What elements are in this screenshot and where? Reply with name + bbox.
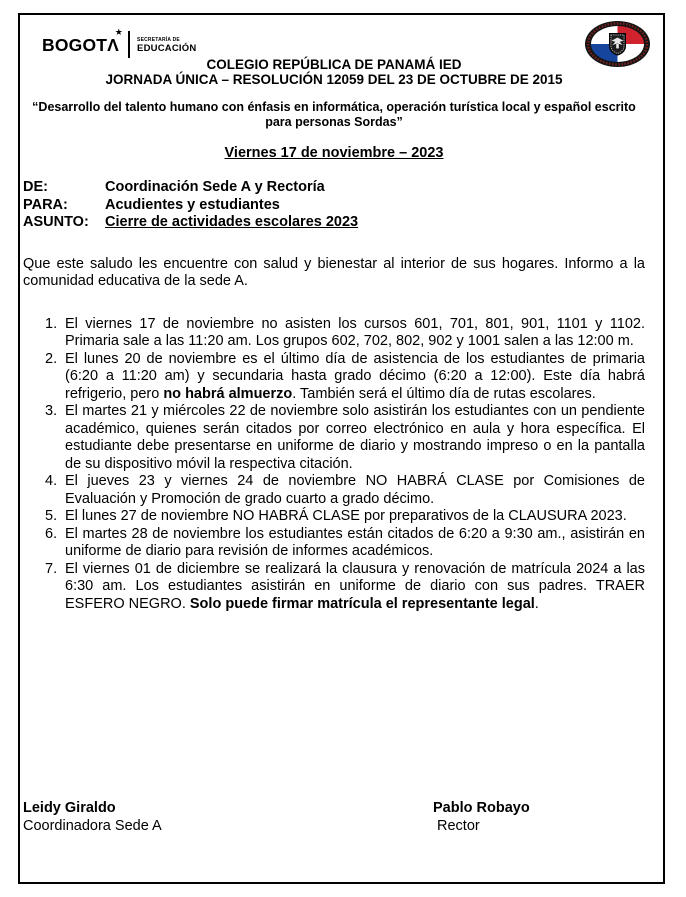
signature-left <box>23 800 645 835</box>
bogota-wordmark <box>42 26 124 55</box>
memo-row <box>23 179 645 197</box>
memo-label: PARA: <box>23 196 68 213</box>
list-item-number: 3. <box>45 403 58 419</box>
list-item <box>23 526 645 561</box>
list-item <box>23 403 645 473</box>
page-border <box>18 13 665 884</box>
list-item-text: El viernes 17 de noviembre no asisten los cursos 601, 701, 801, 901, 1101 y 1102. Primaria sale a las 11:20 am. Los grupos 602, 702, 802, 902 y 1001 salen a las 12:00 m. <box>65 315 645 349</box>
memo-value: Cierre de actividades escolares 2023 <box>105 214 359 230</box>
list-item-number: 5. <box>45 508 58 524</box>
list-item-number: 7. <box>45 560 58 577</box>
document-date: Viernes 17 de noviembre – 2023 <box>224 145 444 161</box>
date-line-wrap <box>23 145 645 162</box>
signatures <box>23 800 645 835</box>
list-item-text: El viernes 01 de diciembre se realizará la clausura y renovación de matrícula 2024 a las 6:30 am. Los estudiantes asistirán en uniforme de diario con sus padres. TRAER ESFERO NEGRO. Solo puede firmar matrícula el representante legal. <box>65 560 645 612</box>
school-motto: “Desarrollo del talento humano con énfasis en informática, operación turística local y español escrito para personas Sordas” <box>32 100 636 129</box>
memo-fields <box>23 179 645 232</box>
school-name: COLEGIO REPÚBLICA DE PANAMÁ IED <box>206 57 462 72</box>
list-item-text: El martes 28 de noviembre los estudiantes están citados de 6:20 a 9:30 am., asistirán en uniforme de diario para revisión de informes académicos. <box>65 525 645 559</box>
signature-title-right: Rector <box>437 817 480 834</box>
list-item-number: 6. <box>45 525 58 542</box>
list-item-text: El martes 21 y miércoles 22 de noviembre solo asistirán los estudiantes con un pendiente académico, quienes serán citados por correo electrónico en aula y hora específica. El estudiante debe presentarse en uniforme de diario y mostrando impreso o en la pantalla de su dispositivo móvil la respectiva citación. <box>65 403 645 472</box>
memo-label: DE: <box>23 179 48 195</box>
bogota-a-glyph <box>107 26 124 55</box>
list-item <box>23 561 645 614</box>
memo-row <box>23 214 645 232</box>
secretaria-de-text: SECRETARÍA DE <box>137 37 180 43</box>
memo-value: Acudientes y estudiantes <box>105 196 280 213</box>
notice-list <box>23 316 645 614</box>
list-item-text: El lunes 20 de noviembre es el último día de asistencia de los estudiantes de primaria (6:20 a 11:20 am) y secundaria hasta grado décimo (6:20 a 12:00). Este día habrá refrigerio, pero no habrá almuerzo. También será el último día de rutas escolares. <box>65 350 645 402</box>
memo-row <box>23 197 645 215</box>
memo-label: ASUNTO: <box>23 214 89 230</box>
bogota-a-letter: Λ <box>107 34 120 55</box>
list-item-text: El jueves 23 y viernes 24 de noviembre NO HABRÁ CLASE por Comisiones de Evaluación y Promoción de grado cuarto a grado décimo. <box>65 473 645 507</box>
school-crest-icon <box>583 20 652 68</box>
list-item-number: 2. <box>45 350 58 367</box>
signature-title-left: Coordinadora Sede A <box>23 817 162 834</box>
list-item <box>23 351 645 404</box>
secretaria-educacion-label <box>137 31 196 54</box>
signature-name-right: Pablo Robayo <box>433 800 530 816</box>
memo-value: Coordinación Sede A y Rectoría <box>105 179 325 195</box>
educacion-text: EDUCACIÓN <box>137 43 197 54</box>
intro-paragraph: Que este saludo les encuentre con salud y bienestar al interior de sus hogares. Informo a la comunidad educativa de la sede A. <box>23 255 645 289</box>
page-content <box>20 15 663 882</box>
bogota-wordmark-text: BOGOT <box>42 34 108 55</box>
list-item-number: 1. <box>45 315 58 332</box>
list-item-number: 4. <box>45 473 58 489</box>
list-item <box>23 508 645 526</box>
star-icon: ★ <box>114 26 124 37</box>
logo-divider <box>128 31 130 58</box>
resolution-line: JORNADA ÚNICA – RESOLUCIÓN 12059 DEL 23 DE OCTUBRE DE 2015 <box>105 72 563 87</box>
signature-name-left: Leidy Giraldo <box>23 800 116 816</box>
bogota-education-logo <box>42 27 196 58</box>
list-item-text: El lunes 27 de noviembre NO HABRÁ CLASE por preparativos de la CLAUSURA 2023. <box>65 508 627 524</box>
signature-right <box>433 800 530 835</box>
list-item <box>23 316 645 351</box>
list-item <box>23 473 645 508</box>
